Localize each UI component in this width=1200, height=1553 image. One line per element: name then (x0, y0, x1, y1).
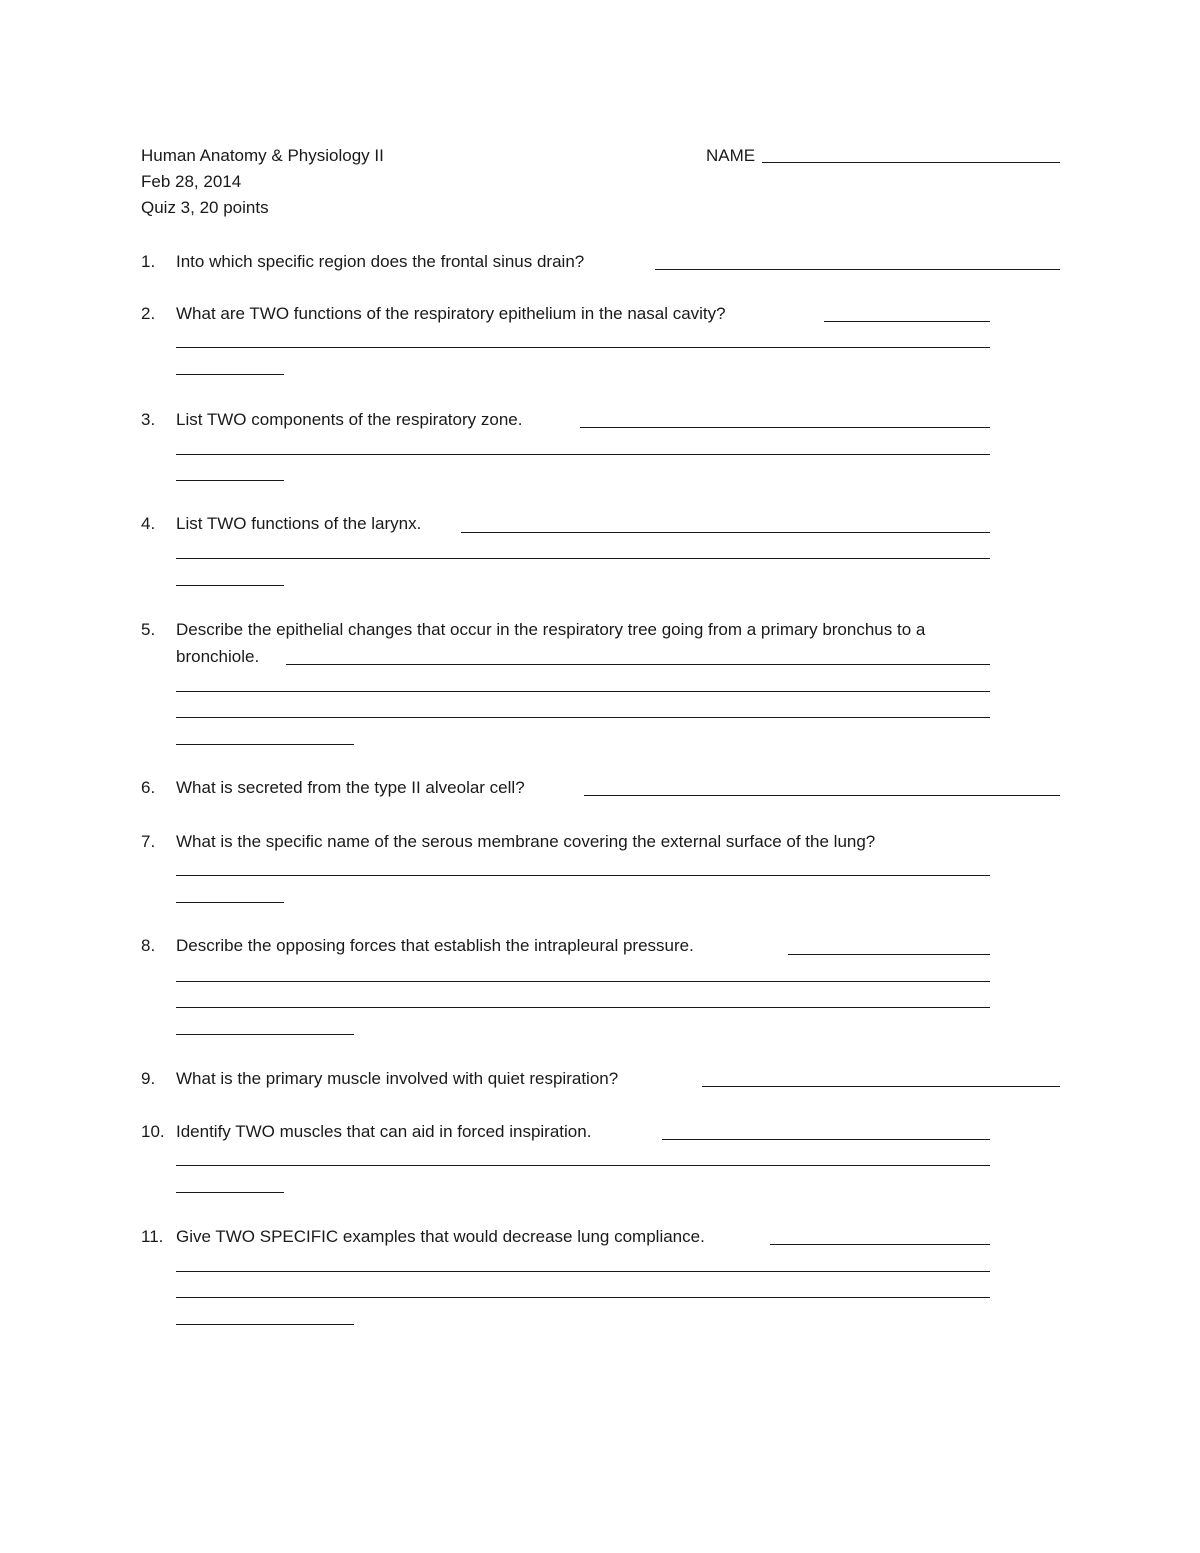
answer-line[interactable] (584, 795, 1060, 796)
question-text: What is the specific name of the serous membrane covering the external surface of the lung? (176, 832, 876, 851)
question-text: Identify TWO muscles that can aid in forced inspiration. (176, 1122, 592, 1141)
question-number: 2. (141, 304, 156, 323)
question-text: List TWO functions of the larynx. (176, 514, 422, 533)
question-text: What is the primary muscle involved with quiet respiration? (176, 1069, 619, 1088)
answer-line[interactable] (176, 744, 354, 745)
question-number: 7. (141, 832, 156, 851)
answer-line[interactable] (176, 585, 284, 586)
question-text: Describe the opposing forces that establish the intrapleural pressure. (176, 936, 694, 955)
question-text: Give TWO SPECIFIC examples that would decrease lung compliance. (176, 1227, 705, 1246)
answer-line[interactable] (461, 532, 990, 533)
question-number: 11. (141, 1227, 164, 1246)
answer-line[interactable] (662, 1139, 990, 1140)
answer-line[interactable] (176, 558, 990, 559)
question-number: 8. (141, 936, 156, 955)
answer-line[interactable] (176, 717, 990, 718)
question-number: 9. (141, 1069, 156, 1088)
name-label: NAME (706, 146, 756, 165)
answer-line[interactable] (176, 1007, 990, 1008)
quiz-date: Feb 28, 2014 (141, 172, 242, 191)
name-blank[interactable] (762, 162, 1060, 163)
answer-line[interactable] (176, 374, 284, 375)
question-text: List TWO components of the respiratory zone. (176, 410, 523, 429)
question-text: What is secreted from the type II alveolar cell? (176, 778, 525, 797)
answer-line[interactable] (176, 1165, 990, 1166)
question-text: Describe the epithelial changes that occur in the respiratory tree going from a primary bronchus to a (176, 620, 926, 639)
answer-line[interactable] (176, 875, 990, 876)
answer-line[interactable] (788, 954, 990, 955)
question-number: 6. (141, 778, 156, 797)
answer-line[interactable] (176, 347, 990, 348)
quiz-info: Quiz 3, 20 points (141, 198, 269, 217)
question-number: 3. (141, 410, 156, 429)
answer-line[interactable] (176, 981, 990, 982)
answer-line[interactable] (286, 664, 990, 665)
answer-line[interactable] (176, 1192, 284, 1193)
answer-line[interactable] (176, 1324, 354, 1325)
answer-line[interactable] (702, 1086, 1060, 1087)
answer-line[interactable] (176, 902, 284, 903)
answer-line[interactable] (176, 1271, 990, 1272)
question-text: What are TWO functions of the respiratory epithelium in the nasal cavity? (176, 304, 726, 323)
answer-line[interactable] (176, 480, 284, 481)
course-title: Human Anatomy & Physiology II (141, 146, 384, 165)
answer-line[interactable] (580, 427, 990, 428)
question-number: 1. (141, 252, 156, 271)
question-text-continued: bronchiole. (176, 647, 260, 666)
question-number: 10. (141, 1122, 165, 1141)
answer-line[interactable] (176, 454, 990, 455)
answer-line[interactable] (655, 269, 1060, 270)
question-number: 4. (141, 514, 156, 533)
answer-line[interactable] (176, 1034, 354, 1035)
answer-line[interactable] (176, 1297, 990, 1298)
answer-line[interactable] (770, 1244, 990, 1245)
answer-line[interactable] (824, 321, 990, 322)
answer-line[interactable] (176, 691, 990, 692)
question-number: 5. (141, 620, 156, 639)
question-text: Into which specific region does the frontal sinus drain? (176, 252, 585, 271)
